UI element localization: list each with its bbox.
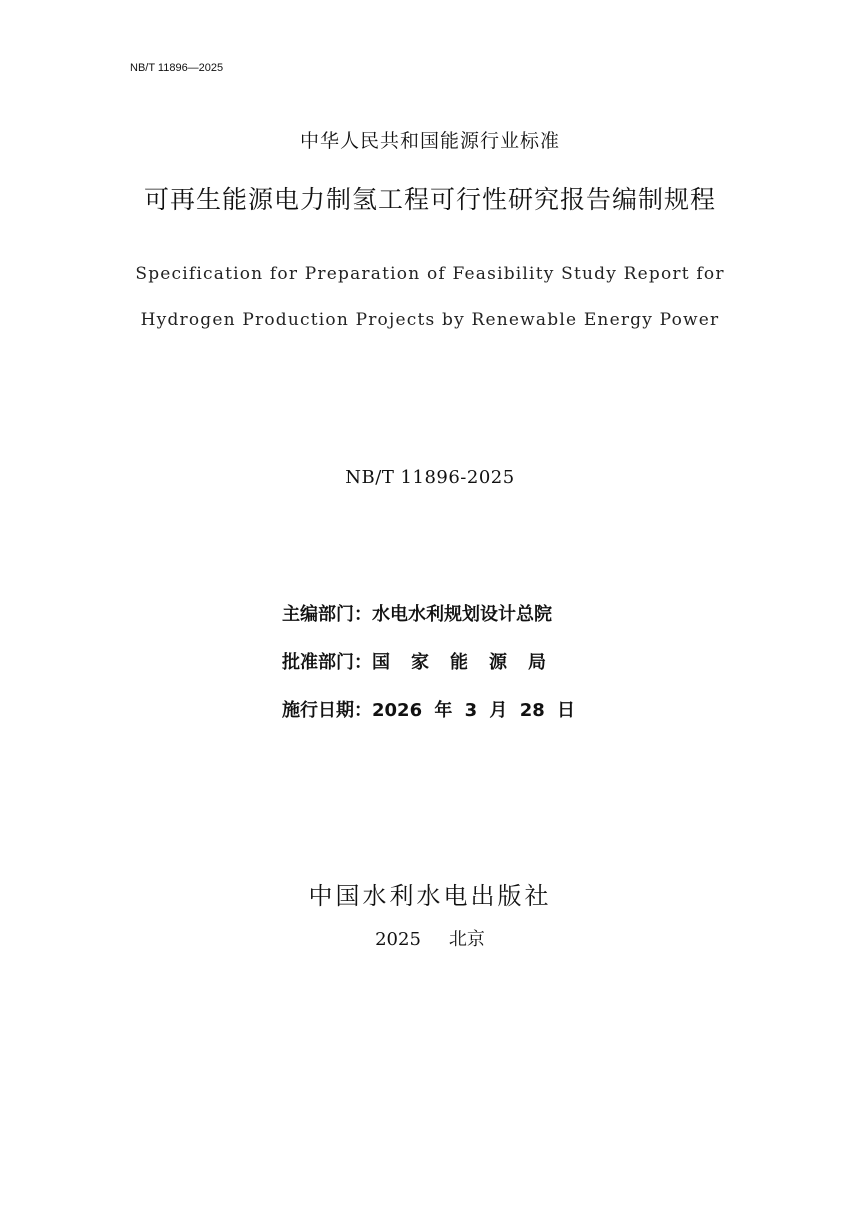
standard-category: 中华人民共和国能源行业标准 <box>299 130 560 152</box>
editor-row <box>282 600 622 648</box>
editor-label: 主编部门： <box>282 604 372 625</box>
approver-label: 批准部门： <box>282 652 372 673</box>
publisher-name: 中国水利水电出版社 <box>308 882 552 910</box>
approver-value: 国家能源局 <box>372 652 567 673</box>
publication-city: 北京 <box>448 929 485 950</box>
editor-value: 水电水利规划设计总院 <box>372 604 552 625</box>
publication-year-city <box>0 925 860 951</box>
english-title-line-1: Specification for Preparation of Feasibility Study Report for <box>135 264 725 284</box>
effective-date-value: 2026 年 3 月 28 日 <box>372 700 576 721</box>
english-title-line-2: Hydrogen Production Projects by Renewable Energy Power <box>140 310 720 330</box>
chinese-title: 可再生能源电力制氢工程可行性研究报告编制规程 <box>143 185 716 214</box>
publication-year: 2025 <box>375 929 421 950</box>
standard-number: NB/T 11896-2025 <box>345 467 515 488</box>
issuance-info <box>282 600 622 744</box>
approver-row <box>282 648 622 696</box>
effective-date-row <box>282 696 622 744</box>
running-header-code: NB/T 11896—2025 <box>130 62 224 74</box>
effective-date-label: 施行日期： <box>282 700 372 721</box>
